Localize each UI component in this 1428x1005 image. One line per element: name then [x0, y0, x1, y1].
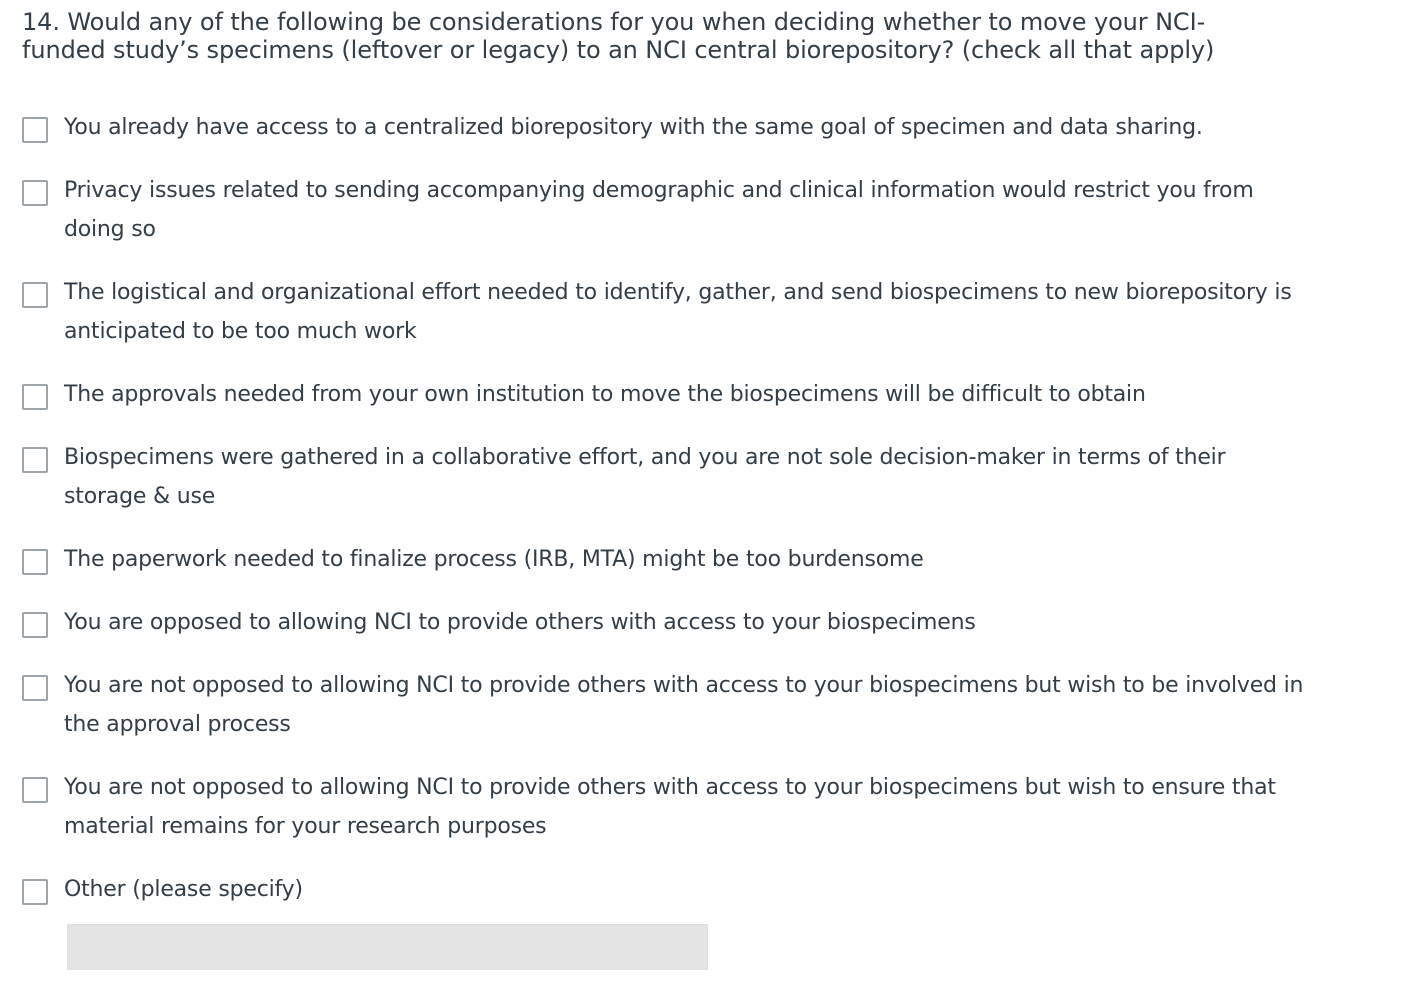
- option-institution-approvals[interactable]: [22, 375, 1312, 414]
- checkbox[interactable]: [22, 117, 48, 143]
- option-label: The paperwork needed to finalize process (IRB, MTA) might be too burdensome: [64, 547, 924, 572]
- checkbox[interactable]: [22, 612, 48, 638]
- option-other[interactable]: [22, 870, 1312, 909]
- option-logistical-effort[interactable]: [22, 273, 1312, 351]
- checkbox[interactable]: [22, 180, 48, 206]
- other-specify-input[interactable]: [67, 924, 708, 970]
- checkbox[interactable]: [22, 384, 48, 410]
- option-label: Privacy issues related to sending accompanying demographic and clinical information would restrict you from doing so: [64, 178, 1254, 242]
- checkbox[interactable]: [22, 549, 48, 575]
- checkbox[interactable]: [22, 675, 48, 701]
- option-approval-involvement[interactable]: [22, 666, 1312, 744]
- option-label: The logistical and organizational effort needed to identify, gather, and send biospecimens to new biorepository is anticipated to be too much work: [64, 280, 1292, 344]
- options-list: [22, 108, 1312, 909]
- option-opposed-access[interactable]: [22, 603, 1312, 642]
- option-label: You are not opposed to allowing NCI to provide others with access to your biospecimens but wish to be involved in the approval process: [64, 673, 1304, 737]
- option-label: You already have access to a centralized biorepository with the same goal of specimen and data sharing.: [64, 115, 1203, 140]
- option-label: You are not opposed to allowing NCI to provide others with access to your biospecimens but wish to ensure that material remains for your research purposes: [64, 775, 1276, 839]
- option-existing-biorepository[interactable]: [22, 108, 1312, 147]
- option-paperwork[interactable]: [22, 540, 1312, 579]
- option-label: You are opposed to allowing NCI to provide others with access to your biospecimens: [64, 610, 976, 635]
- option-material-remains[interactable]: [22, 768, 1312, 846]
- option-privacy-issues[interactable]: [22, 171, 1312, 249]
- checkbox[interactable]: [22, 447, 48, 473]
- checkbox[interactable]: [22, 282, 48, 308]
- option-collaborative-effort[interactable]: [22, 438, 1312, 516]
- checkbox[interactable]: [22, 879, 48, 905]
- option-label: Biospecimens were gathered in a collaborative effort, and you are not sole decision-maker in terms of their storage & use: [64, 445, 1226, 509]
- option-label: The approvals needed from your own institution to move the biospecimens will be difficult to obtain: [64, 382, 1146, 407]
- option-label: Other (please specify): [64, 877, 303, 902]
- checkbox[interactable]: [22, 777, 48, 803]
- question-title: 14. Would any of the following be considerations for you when deciding whether to move your NCI-funded study’s specimens (leftover or legacy) to an NCI central biorepository? (check all that apply): [22, 8, 1215, 64]
